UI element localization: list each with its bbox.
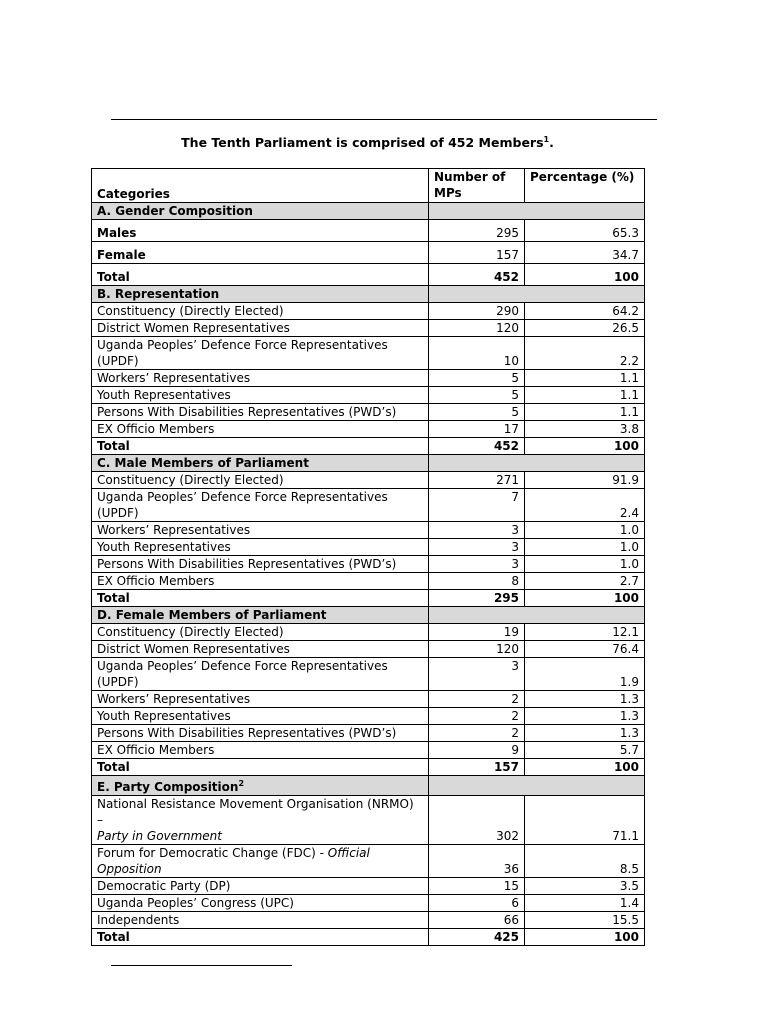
row-percent: 1.1	[525, 370, 645, 387]
total-label: Total	[92, 438, 429, 455]
table-row	[92, 303, 645, 320]
row-label: Uganda Peoples’ Defence Force Representatives (UPDF)	[92, 658, 429, 691]
total-number: 452	[429, 438, 525, 455]
table-row	[92, 742, 645, 759]
row-label: Youth Representatives	[92, 387, 429, 404]
row-number: 17	[429, 421, 525, 438]
total-row	[92, 759, 645, 776]
row-number: 271	[429, 472, 525, 489]
row-percent: 34.7	[525, 242, 645, 264]
row-label: EX Officio Members	[92, 421, 429, 438]
total-label: Total	[92, 759, 429, 776]
table-row	[92, 708, 645, 725]
row-label-cell	[92, 845, 429, 878]
row-label-italic: Official Opposition	[97, 846, 370, 876]
section-header-female	[92, 607, 645, 624]
row-number: 15	[429, 878, 525, 895]
header-number-of-mps: Number of MPs	[429, 169, 525, 203]
row-number: 2	[429, 691, 525, 708]
row-percent: 8.5	[525, 845, 645, 878]
row-number: 5	[429, 387, 525, 404]
row-label: Workers’ Representatives	[92, 522, 429, 539]
footnote-separator	[111, 965, 292, 966]
row-number: 5	[429, 404, 525, 421]
row-label: Males	[92, 220, 429, 242]
row-percent: 1.1	[525, 387, 645, 404]
table-row	[92, 337, 645, 370]
row-percent: 1.3	[525, 691, 645, 708]
row-label: Youth Representatives	[92, 539, 429, 556]
row-label: Forum for Democratic Change (FDC) -	[97, 846, 324, 860]
row-number: 6	[429, 895, 525, 912]
total-row	[92, 438, 645, 455]
table-row	[92, 725, 645, 742]
section-header-party	[92, 776, 645, 796]
total-percent: 100	[525, 929, 645, 946]
header-percentage: Percentage (%)	[525, 169, 645, 203]
row-label: Workers’ Representatives	[92, 691, 429, 708]
row-label: Constituency (Directly Elected)	[92, 472, 429, 489]
row-percent: 76.4	[525, 641, 645, 658]
table-row	[92, 242, 645, 264]
row-label: Persons With Disabilities Representatives (PWD’s)	[92, 556, 429, 573]
section-header-male	[92, 455, 645, 472]
row-number: 3	[429, 522, 525, 539]
table-row	[92, 912, 645, 929]
table-row	[92, 796, 645, 845]
section-title: D. Female Members of Parliament	[92, 607, 429, 624]
row-percent: 65.3	[525, 220, 645, 242]
section-title: A. Gender Composition	[92, 203, 429, 220]
total-label: Total	[92, 929, 429, 946]
table-row	[92, 387, 645, 404]
row-percent: 1.9	[525, 658, 645, 691]
total-percent: 100	[525, 759, 645, 776]
row-number: 120	[429, 641, 525, 658]
table-row	[92, 895, 645, 912]
total-number: 425	[429, 929, 525, 946]
row-percent: 1.0	[525, 522, 645, 539]
table-row	[92, 522, 645, 539]
row-percent: 91.9	[525, 472, 645, 489]
row-label: EX Officio Members	[92, 742, 429, 759]
total-percent: 100	[525, 438, 645, 455]
row-number: 3	[429, 658, 525, 691]
table-row	[92, 573, 645, 590]
row-number: 10	[429, 337, 525, 370]
row-percent: 2.2	[525, 337, 645, 370]
row-label: Uganda Peoples’ Defence Force Representatives (UPDF)	[92, 337, 429, 370]
row-number: 5	[429, 370, 525, 387]
row-percent: 5.7	[525, 742, 645, 759]
row-percent: 71.1	[525, 796, 645, 845]
table-row	[92, 220, 645, 242]
table-row	[92, 691, 645, 708]
row-number: 36	[429, 845, 525, 878]
row-number: 9	[429, 742, 525, 759]
table-row	[92, 556, 645, 573]
row-percent: 1.1	[525, 404, 645, 421]
top-rule	[111, 119, 657, 120]
row-percent: 26.5	[525, 320, 645, 337]
row-percent: 3.8	[525, 421, 645, 438]
row-label: Female	[92, 242, 429, 264]
table-row	[92, 878, 645, 895]
row-percent: 1.3	[525, 708, 645, 725]
row-percent: 1.3	[525, 725, 645, 742]
row-number: 66	[429, 912, 525, 929]
table-row	[92, 370, 645, 387]
table-row	[92, 489, 645, 522]
table-row	[92, 658, 645, 691]
title-footnote-mark: 1	[543, 134, 550, 144]
total-row	[92, 929, 645, 946]
row-percent: 1.4	[525, 895, 645, 912]
row-label: Workers’ Representatives	[92, 370, 429, 387]
table-row	[92, 624, 645, 641]
row-label: Independents	[92, 912, 429, 929]
row-number: 2	[429, 708, 525, 725]
row-percent: 15.5	[525, 912, 645, 929]
row-label: Uganda Peoples’ Defence Force Representatives (UPDF)	[92, 489, 429, 522]
row-percent: 2.7	[525, 573, 645, 590]
row-percent: 1.0	[525, 539, 645, 556]
parliament-composition-table	[91, 168, 645, 946]
section-footnote-mark: 2	[238, 779, 245, 788]
row-label: Uganda Peoples’ Congress (UPC)	[92, 895, 429, 912]
section-title: B. Representation	[92, 286, 429, 303]
row-label: Persons With Disabilities Representatives (PWD’s)	[92, 725, 429, 742]
row-number: 295	[429, 220, 525, 242]
table-header-row	[92, 169, 645, 203]
section-header-gender	[92, 203, 645, 220]
row-number: 3	[429, 539, 525, 556]
total-row	[92, 264, 645, 286]
row-number: 120	[429, 320, 525, 337]
section-title: C. Male Members of Parliament	[92, 455, 429, 472]
row-number: 2	[429, 725, 525, 742]
row-number: 7	[429, 489, 525, 522]
row-label: Constituency (Directly Elected)	[92, 624, 429, 641]
title-suffix: .	[549, 135, 554, 150]
row-percent: 1.0	[525, 556, 645, 573]
total-number: 452	[429, 264, 525, 286]
row-percent: 12.1	[525, 624, 645, 641]
title-text: The Tenth Parliament is comprised of 452 Members	[181, 135, 544, 150]
row-percent: 3.5	[525, 878, 645, 895]
table-row	[92, 641, 645, 658]
row-label: Youth Representatives	[92, 708, 429, 725]
total-percent: 100	[525, 264, 645, 286]
header-categories: Categories	[92, 169, 429, 203]
total-row	[92, 590, 645, 607]
row-label: National Resistance Movement Organisation (NRMO) –	[97, 797, 414, 827]
table-row	[92, 421, 645, 438]
row-percent: 64.2	[525, 303, 645, 320]
table-row	[92, 320, 645, 337]
table-row	[92, 404, 645, 421]
row-label-cell	[92, 796, 429, 845]
row-number: 302	[429, 796, 525, 845]
row-label-italic: Party in Government	[97, 829, 222, 843]
row-number: 157	[429, 242, 525, 264]
row-percent: 2.4	[525, 489, 645, 522]
row-label: District Women Representatives	[92, 320, 429, 337]
total-number: 295	[429, 590, 525, 607]
total-number: 157	[429, 759, 525, 776]
row-label: Constituency (Directly Elected)	[92, 303, 429, 320]
table-row	[92, 472, 645, 489]
row-number: 3	[429, 556, 525, 573]
total-label: Total	[92, 264, 429, 286]
row-label: District Women Representatives	[92, 641, 429, 658]
section-title-cell	[92, 776, 429, 796]
table-row	[92, 539, 645, 556]
row-label: Persons With Disabilities Representatives (PWD’s)	[92, 404, 429, 421]
row-number: 8	[429, 573, 525, 590]
page-title	[91, 134, 644, 152]
row-number: 19	[429, 624, 525, 641]
total-percent: 100	[525, 590, 645, 607]
table-row	[92, 845, 645, 878]
total-label: Total	[92, 590, 429, 607]
row-number: 290	[429, 303, 525, 320]
section-title: E. Party Composition	[97, 780, 239, 794]
row-label: Democratic Party (DP)	[92, 878, 429, 895]
section-header-representation	[92, 286, 645, 303]
row-label: EX Officio Members	[92, 573, 429, 590]
